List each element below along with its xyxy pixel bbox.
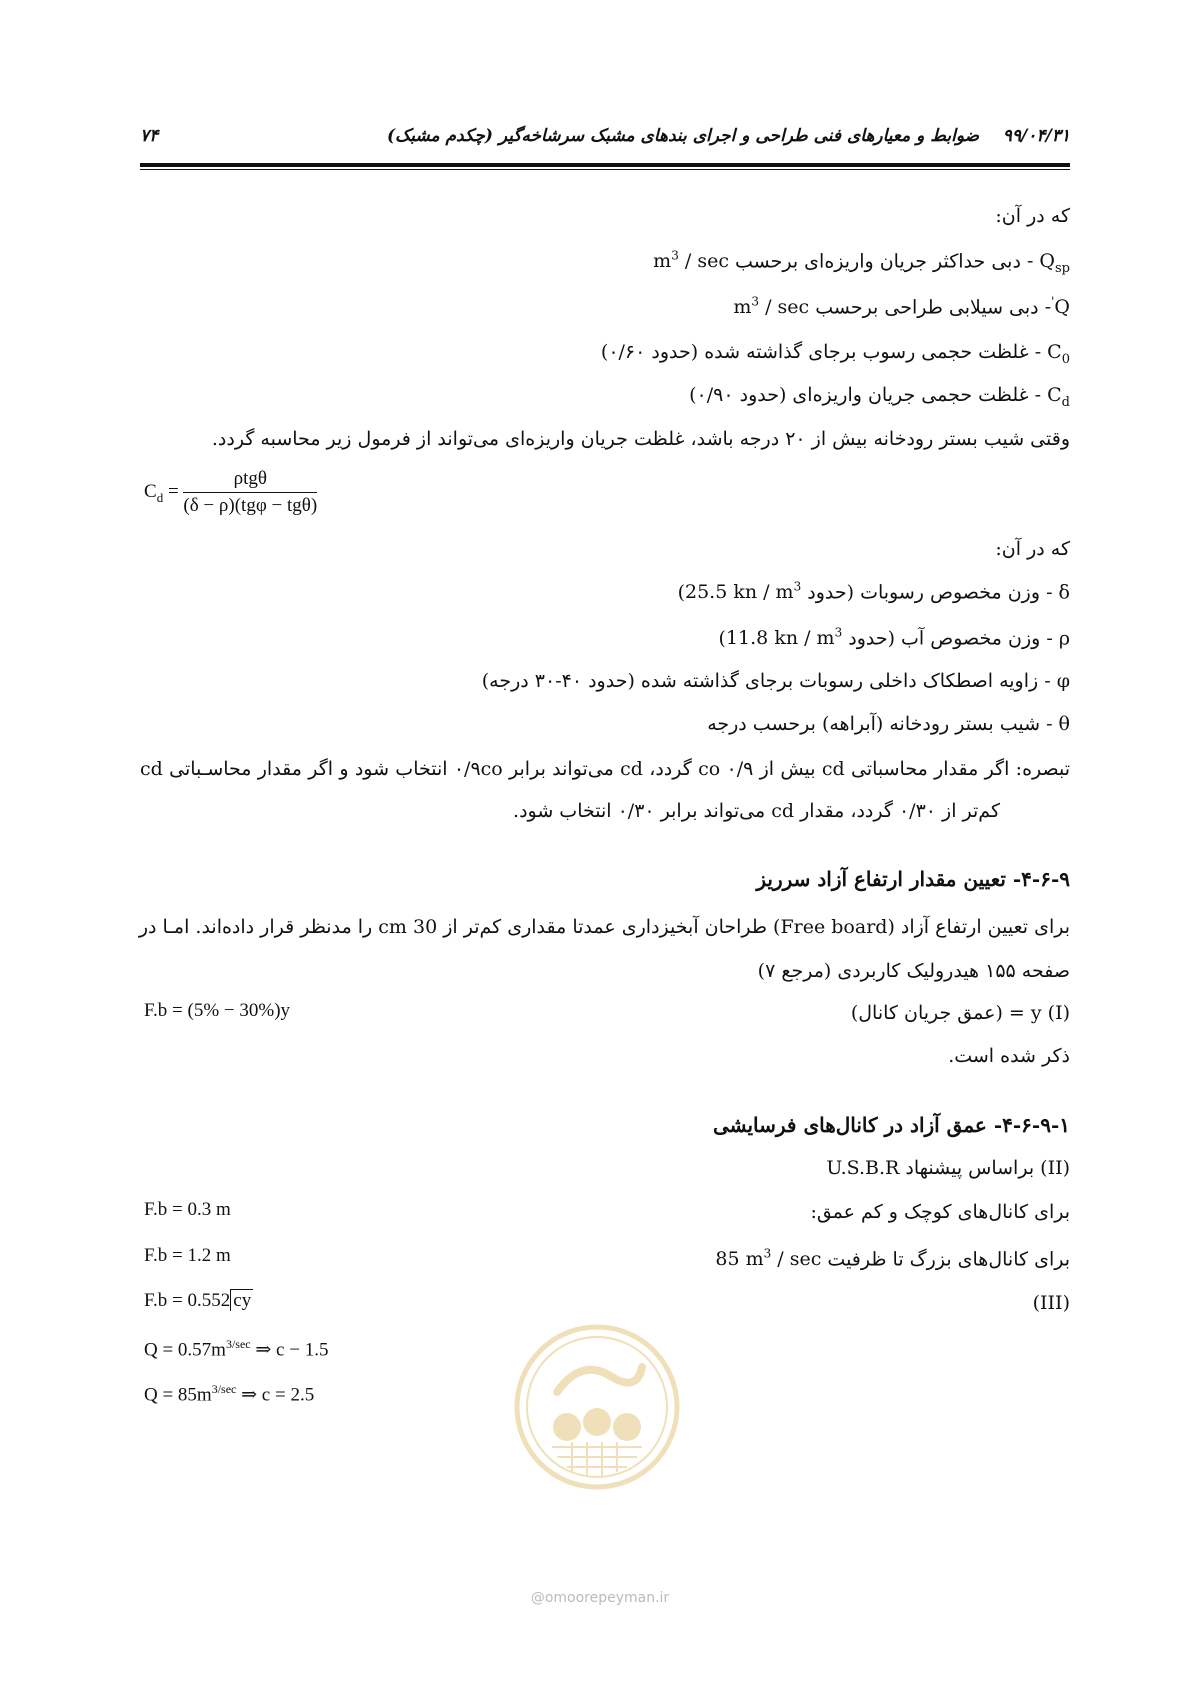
def-text: وزن مخصوص رسوبات (حدود 25.5 kn / $m^3$)	[677, 580, 1041, 604]
def-text: غلظت حجمی جریان واریزه‌ای (حدود ۰/۹۰)	[689, 384, 1029, 406]
def-c0	[601, 341, 1070, 367]
def-symbol: $C_d$ -	[1034, 384, 1070, 410]
header-title-text: ضوابط و معیارهای فنی طراحی و اجرای بندهای مشبک سرشاخه‌گیر (چکدم مشبک)	[386, 126, 980, 146]
section-heading-freeboard: ۴-۶-۹- تعیین مقدار ارتفاع آزاد سرریز	[756, 867, 1070, 891]
def-symbol: φ -	[1044, 670, 1070, 692]
header-title	[387, 126, 1070, 146]
page-header	[140, 126, 1070, 152]
small-channels-label: برای کانال‌های کوچک و کم عمق:	[810, 1201, 1070, 1223]
fb-sqrt-formula: F.b = 0.552 cy	[144, 1290, 252, 1311]
def-symbol: $Q_{sp}$ -	[1026, 250, 1070, 277]
def-symbol: θ -	[1046, 713, 1070, 735]
para-freeboard-line-2: صفحه ۱۵۵ هیدرولیک کاربردی (مرجع ۷)	[757, 960, 1070, 982]
def-rho	[719, 626, 1070, 649]
item-three-label: (III)	[1032, 1292, 1070, 1314]
def-qsp	[653, 249, 1070, 276]
section-heading-erosive: ۴-۶-۹-۱- عمق آزاد در کانال‌های فرسایشی	[712, 1113, 1070, 1137]
q-formula-2: $Q = 85m^{3/sec}$ ⇒ c = 2.5	[144, 1382, 315, 1406]
def-delta	[678, 580, 1070, 603]
def-text: دبی سیلابی طراحی برحسب	[815, 296, 1039, 319]
def-unit: $m^3$ / sec	[653, 249, 729, 273]
def-symbol: Q'-	[1044, 295, 1070, 319]
formula-denominator: (δ − ρ)(tgφ − tgθ)	[183, 495, 318, 516]
header-rule-thick	[140, 163, 1070, 167]
mentioned-text: ذکر شده است.	[948, 1045, 1070, 1067]
def-symbol: δ -	[1046, 581, 1070, 604]
fb-large: F.b = 1.2 m	[144, 1245, 231, 1266]
header-rule-thin	[140, 169, 1070, 170]
note-line-1: تبصره: اگر مقدار محاسباتی cd بیش از ۰/۹ co گردد، cd می‌تواند برابر ۰/۹co انتخاب شود و اگر مقدار محاسـباتی cd	[140, 758, 1071, 780]
note-line-2: کم‌تر از ۰/۳۰ گردد، مقدار cd می‌تواند برابر ۰/۳۰ انتخاب شود.	[513, 800, 1000, 822]
paragraph-slope: وقتی شیب بستر رودخانه بیش از ۲۰ درجه باشد، غلظت جریان واریزه‌ای می‌تواند از فرمول زیر محاسبه گردد.	[211, 428, 1070, 450]
def-text: زاویه اصطکاک داخلی رسوبات برجای گذاشته شده (حدود ۴۰-۳۰ درجه)	[481, 670, 1039, 692]
where-label-1: که در آن:	[995, 205, 1070, 227]
def-text: غلظت حجمی رسوب برجای گذاشته شده (حدود ۰/۶۰)	[600, 341, 1029, 363]
def-symbol: ρ -	[1046, 627, 1070, 650]
formula-lhs: $C_d$ =	[144, 480, 179, 505]
def-text: دبی حداکثر جریان واریزه‌ای برحسب	[735, 250, 1021, 273]
para-freeboard-line-1: برای تعیین ارتفاع آزاد (Free board) طراحان آبخیزداری عمدتا مقداری کم‌تر از 30 cm را مدنظر قرار داده‌اند. امـا در	[138, 916, 1070, 938]
def-text: شیب بستر رودخانه (آبراهه) برحسب درجه	[707, 713, 1041, 735]
watermark-logo-icon	[512, 1322, 682, 1492]
page-number: ۷۴	[140, 126, 159, 146]
def-unit: $m^3$ / sec	[733, 295, 810, 319]
fb-small: F.b = 0.3 m	[144, 1199, 231, 1220]
def-theta	[707, 713, 1070, 735]
q-formula-1: $Q = 0.57m^{3/sec}$ ⇒ c − 1.5	[144, 1337, 329, 1361]
def-symbol: $C_0$ -	[1034, 341, 1070, 367]
watermark-site-url: @omoorepeyman.ir	[530, 1590, 670, 1606]
fb-definition-y: (I) y = (عمق جریان کانال)	[850, 1002, 1070, 1024]
formula-numerator: ρtgθ	[183, 468, 317, 493]
header-date: ۹۹/۰۴/۳۱	[1002, 126, 1070, 146]
where-label-2: که در آن:	[995, 538, 1070, 560]
def-phi	[482, 670, 1070, 692]
def-cd	[689, 384, 1070, 410]
large-channels-label: برای کانال‌های بزرگ تا ظرفیت 85 $m^3$ / sec	[715, 1247, 1070, 1271]
fb-formula-1: F.b = (5% − 30%)y	[144, 1000, 291, 1021]
def-text: وزن مخصوص آب (حدود 11.8 kn / $m^3$)	[718, 626, 1041, 650]
cd-formula	[144, 468, 317, 517]
usbr-line: (II) براساس پیشنهاد U.S.B.R	[826, 1157, 1070, 1179]
def-q	[733, 295, 1070, 318]
